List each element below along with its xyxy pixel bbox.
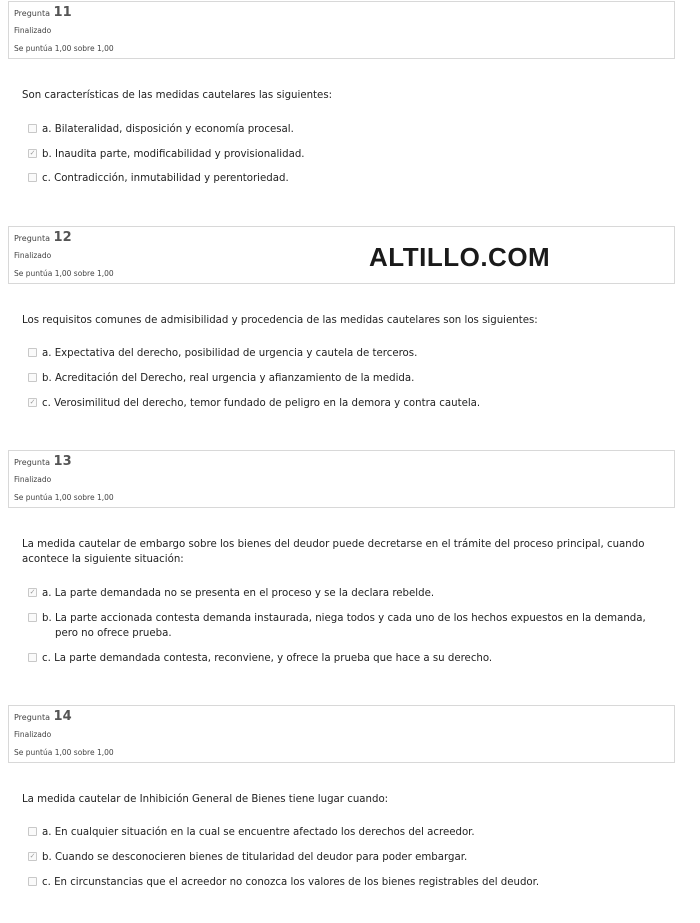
answer-text: b. Acreditación del Derecho, real urgencia y afianzamiento de la medida. (42, 373, 415, 384)
answer-text: c. Verosimilitud del derecho, temor fundado de peligro en la demora y contra cautela. (42, 398, 481, 409)
question-grade: Se puntúa 1,00 sobre 1,00 (14, 748, 114, 757)
checkbox[interactable] (28, 827, 37, 836)
answer-text: b. Inaudita parte, modificabilidad y provisionalidad. (42, 149, 305, 160)
question-label: Pregunta (14, 713, 50, 722)
answer-text: c. En circunstancias que el acreedor no conozca los valores de los bienes registrables del deudor. (42, 877, 540, 888)
checkbox[interactable] (28, 877, 37, 886)
answer-text: c. La parte demandada contesta, reconviene, y ofrece la prueba que hace a su derecho. (42, 653, 493, 664)
checkbox-checked[interactable]: ✓ (29, 398, 36, 406)
answer-text: a. En cualquier situación en la cual se encuentre afectado los derechos del acreedor. (42, 827, 475, 838)
question-grade: Se puntúa 1,00 sobre 1,00 (14, 44, 114, 53)
answer-option[interactable] (28, 122, 658, 137)
checkbox-checked[interactable]: ✓ (29, 852, 36, 860)
answer-option[interactable] (28, 875, 658, 890)
question-heading (14, 5, 72, 20)
answer-text: b. Cuando se desconocieren bienes de titularidad del deudor para poder embargar. (42, 852, 468, 863)
checkbox[interactable] (28, 173, 37, 182)
question-state: Finalizado (14, 251, 52, 260)
question-number: 12 (53, 230, 72, 245)
question-text: Los requisitos comunes de admisibilidad y procedencia de las medidas cautelares son los siguientes: (22, 315, 538, 326)
question-number: 14 (53, 709, 72, 724)
answer-option[interactable] (28, 825, 658, 840)
question-number: 13 (53, 454, 72, 469)
question-state: Finalizado (14, 730, 52, 739)
answer-option[interactable] (28, 611, 658, 641)
answer-text-continued: pero no ofrece prueba. (55, 628, 172, 639)
answer-option[interactable] (28, 651, 658, 666)
question-heading (14, 454, 72, 469)
question-grade: Se puntúa 1,00 sobre 1,00 (14, 493, 114, 502)
checkbox[interactable] (28, 373, 37, 382)
checkbox[interactable] (28, 653, 37, 662)
question-label: Pregunta (14, 458, 50, 467)
checkbox-checked[interactable]: ✓ (29, 588, 36, 596)
answer-option[interactable] (28, 147, 658, 162)
checkbox[interactable] (28, 348, 37, 357)
answer-option[interactable] (28, 850, 658, 865)
question-text: Son características de las medidas cautelares las siguientes: (22, 90, 333, 101)
answer-text: c. Contradicción, inmutabilidad y perentoriedad. (42, 173, 289, 184)
question-heading (14, 230, 72, 245)
question-info-14 (8, 705, 675, 763)
answer-text: b. La parte accionada contesta demanda instaurada, niega todos y cada uno de los hechos expuestos en la demanda, (42, 613, 646, 624)
question-text-line: La medida cautelar de embargo sobre los bienes del deudor puede decretarse en el trámite del proceso principal, cuando (22, 539, 645, 550)
question-text-line: acontece la siguiente situación: (22, 554, 184, 565)
question-label: Pregunta (14, 9, 50, 18)
question-text: La medida cautelar de Inhibición General de Bienes tiene lugar cuando: (22, 794, 389, 805)
checkbox[interactable] (28, 124, 37, 133)
question-info-11 (8, 1, 675, 59)
question-info-13 (8, 450, 675, 508)
answer-text: a. Bilateralidad, disposición y economía procesal. (42, 124, 294, 135)
watermark: ALTILLO.COM (369, 242, 551, 272)
answer-text: a. La parte demandada no se presenta en el proceso y se la declara rebelde. (42, 588, 435, 599)
checkbox[interactable] (28, 613, 37, 622)
answer-option[interactable] (28, 396, 658, 411)
answer-option[interactable] (28, 346, 658, 361)
answer-option[interactable] (28, 371, 658, 386)
question-number: 11 (53, 5, 72, 20)
question-state: Finalizado (14, 475, 52, 484)
question-text (22, 537, 662, 567)
question-label: Pregunta (14, 234, 50, 243)
checkbox-checked[interactable]: ✓ (29, 149, 36, 157)
question-grade: Se puntúa 1,00 sobre 1,00 (14, 269, 114, 278)
question-info-12 (8, 226, 675, 284)
answer-option[interactable] (28, 586, 658, 601)
question-heading (14, 709, 72, 724)
answer-option[interactable] (28, 171, 658, 186)
answer-text: a. Expectativa del derecho, posibilidad de urgencia y cautela de terceros. (42, 348, 418, 359)
question-state: Finalizado (14, 26, 52, 35)
